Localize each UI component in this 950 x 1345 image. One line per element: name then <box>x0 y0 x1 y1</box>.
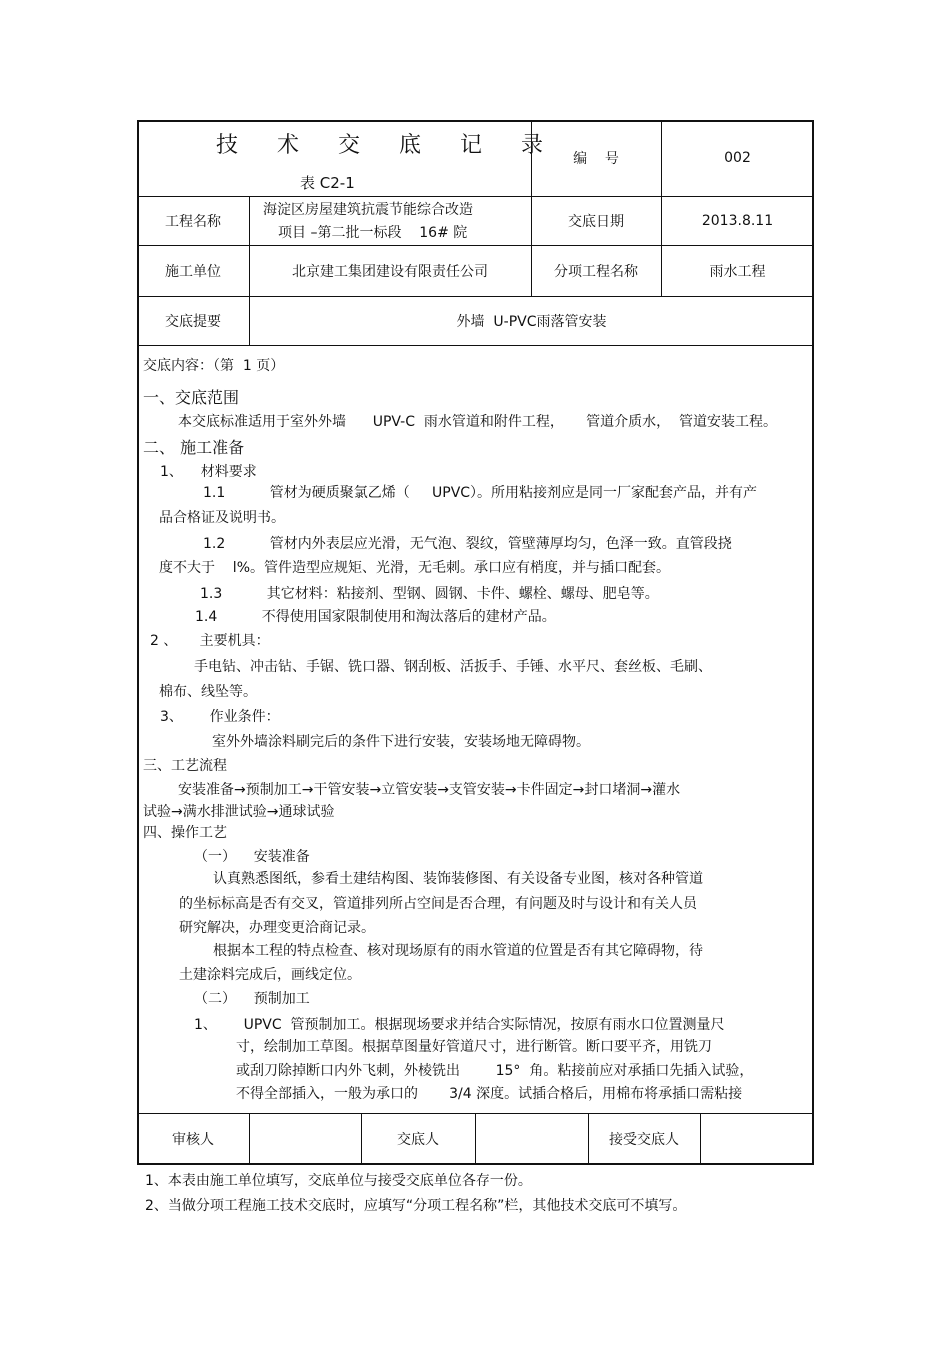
content-line: 1、 材料要求 <box>160 464 257 480</box>
content-line: 室外外墙涂料刷完后的条件下进行安装，安装场地无障碍物。 <box>212 734 590 750</box>
content-line: 研究解决，办理变更洽商记录。 <box>179 920 375 936</box>
content-line: 1、 UPVC 管预制加工。根据现场要求并结合实际情况，按原有雨水口位置测量尺 <box>194 1017 725 1033</box>
date-value: 2013.8.11 <box>701 212 774 229</box>
content-line: 1.1 管材为硬质聚氯乙烯（ UPVC）。所用粘接剂应是同一厂家配套产品，并有产 <box>203 485 758 501</box>
footnote: 2、当做分项工程施工技术交底时，应填写“分项工程名称”栏，其他技术交底可不填写。 <box>145 1198 687 1214</box>
reviewer-label: 审核人 <box>172 1132 214 1148</box>
content-line: 本交底标准适用于室外外墙 UPV-C 雨水管道和附件工程， 管道介质水， 管道安装工程。 <box>178 414 778 430</box>
row-divider <box>137 345 814 346</box>
content-line: 的坐标标高是否有交叉，管道排列所占空间是否合理，有问题及时与设计和有关人员 <box>179 896 697 912</box>
content-line: （一） 安装准备 <box>194 849 310 865</box>
construction-unit-value: 北京建工集团建设有限责任公司 <box>292 263 488 280</box>
content-line: 品合格证及说明书。 <box>159 510 285 526</box>
date-label: 交底日期 <box>568 213 624 230</box>
receiver-label: 接受交底人 <box>609 1132 679 1148</box>
content-line: 3、 作业条件： <box>160 709 280 725</box>
content-line: 棉布、线坠等。 <box>159 684 257 700</box>
subitem-label: 分项工程名称 <box>554 263 638 280</box>
content-line: 根据本工程的特点检查、核对现场原有的雨水管道的位置是否有其它障碍物，待 <box>213 943 703 959</box>
section-heading: 三、工艺流程 <box>143 758 227 774</box>
footnote: 1、本表由施工单位填写，交底单位与接受交底单位各存一份。 <box>145 1173 532 1189</box>
content-line: 2 、 主要机具： <box>150 633 270 649</box>
content-line: 1.4 不得使用国家限制使用和淘汰落后的建材产品。 <box>195 609 556 625</box>
discloser-label: 交底人 <box>397 1132 439 1148</box>
construction-unit-label: 施工单位 <box>165 263 221 280</box>
content-line: 1.2 管材内外表层应光滑，无气泡、裂纹，管壁薄厚均匀，色泽一致。直管段挠 <box>203 536 732 552</box>
project-name-line2: 项目 –第二批一标段 16# 院 <box>278 225 468 241</box>
number-value: 002 <box>724 150 751 166</box>
content-line: 土建涂料完成后，画线定位。 <box>179 967 361 983</box>
content-header: 交底内容：（第 1 页） <box>143 358 285 374</box>
form-code: 表 C2-1 <box>300 174 355 192</box>
number-label: 编 号 <box>573 151 619 167</box>
content-line: 手电钻、冲击钻、手锯、铣口器、钢刮板、活扳手、手锤、水平尺、套丝板、毛刷、 <box>194 659 712 675</box>
content-line: （二） 预制加工 <box>194 991 310 1007</box>
section-heading: 一、交底范围 <box>143 388 240 407</box>
summary-value: 外墙 U-PVC雨落管安装 <box>456 313 607 330</box>
project-name-line1: 海淀区房屋建筑抗震节能综合改造 <box>263 202 473 218</box>
subitem-value: 雨水工程 <box>709 263 766 280</box>
document-title: 技 术 交 底 记 录 <box>216 133 559 158</box>
content-line: 不得全部插入，一般为承口的 3/4 深度。试插合格后，用棉布将承插口需粘接 <box>236 1086 743 1102</box>
content-line: 度不大于 l%。管件造型应规矩、光滑，无毛刺。承口应有梢度，并与插口配套。 <box>159 560 670 576</box>
summary-label: 交底提要 <box>165 313 221 330</box>
content-line: 1.3 其它材料：粘接剂、型钢、圆钢、卡件、螺栓、螺母、肥皂等。 <box>200 586 659 602</box>
discloser-signature-field[interactable] <box>475 1113 588 1165</box>
project-name-label: 工程名称 <box>165 213 221 230</box>
content-line: 认真熟悉图纸，参看土建结构图、装饰装修图、有关设备专业图，核对各种管道 <box>213 871 703 887</box>
content-line: 或刮刀除掉断口内外飞刺，外棱铣出 15° 角。粘接前应对承插口先插入试验， <box>236 1063 754 1079</box>
reviewer-signature-field[interactable] <box>249 1113 361 1165</box>
section-heading: 四、操作工艺 <box>143 825 227 841</box>
content-line: 寸，绘制加工草图。根据草图量好管道尺寸，进行断管。断口要平齐，用铣刀 <box>236 1039 712 1055</box>
content-line: 试验→满水排泄试验→通球试验 <box>143 804 335 820</box>
content-line: 安装准备→预制加工→干管安装→立管安装→支管安装→卡件固定→封口堵洞→灌水 <box>178 782 681 798</box>
section-heading: 二、 施工准备 <box>143 438 245 457</box>
receiver-signature-field[interactable] <box>700 1113 814 1165</box>
